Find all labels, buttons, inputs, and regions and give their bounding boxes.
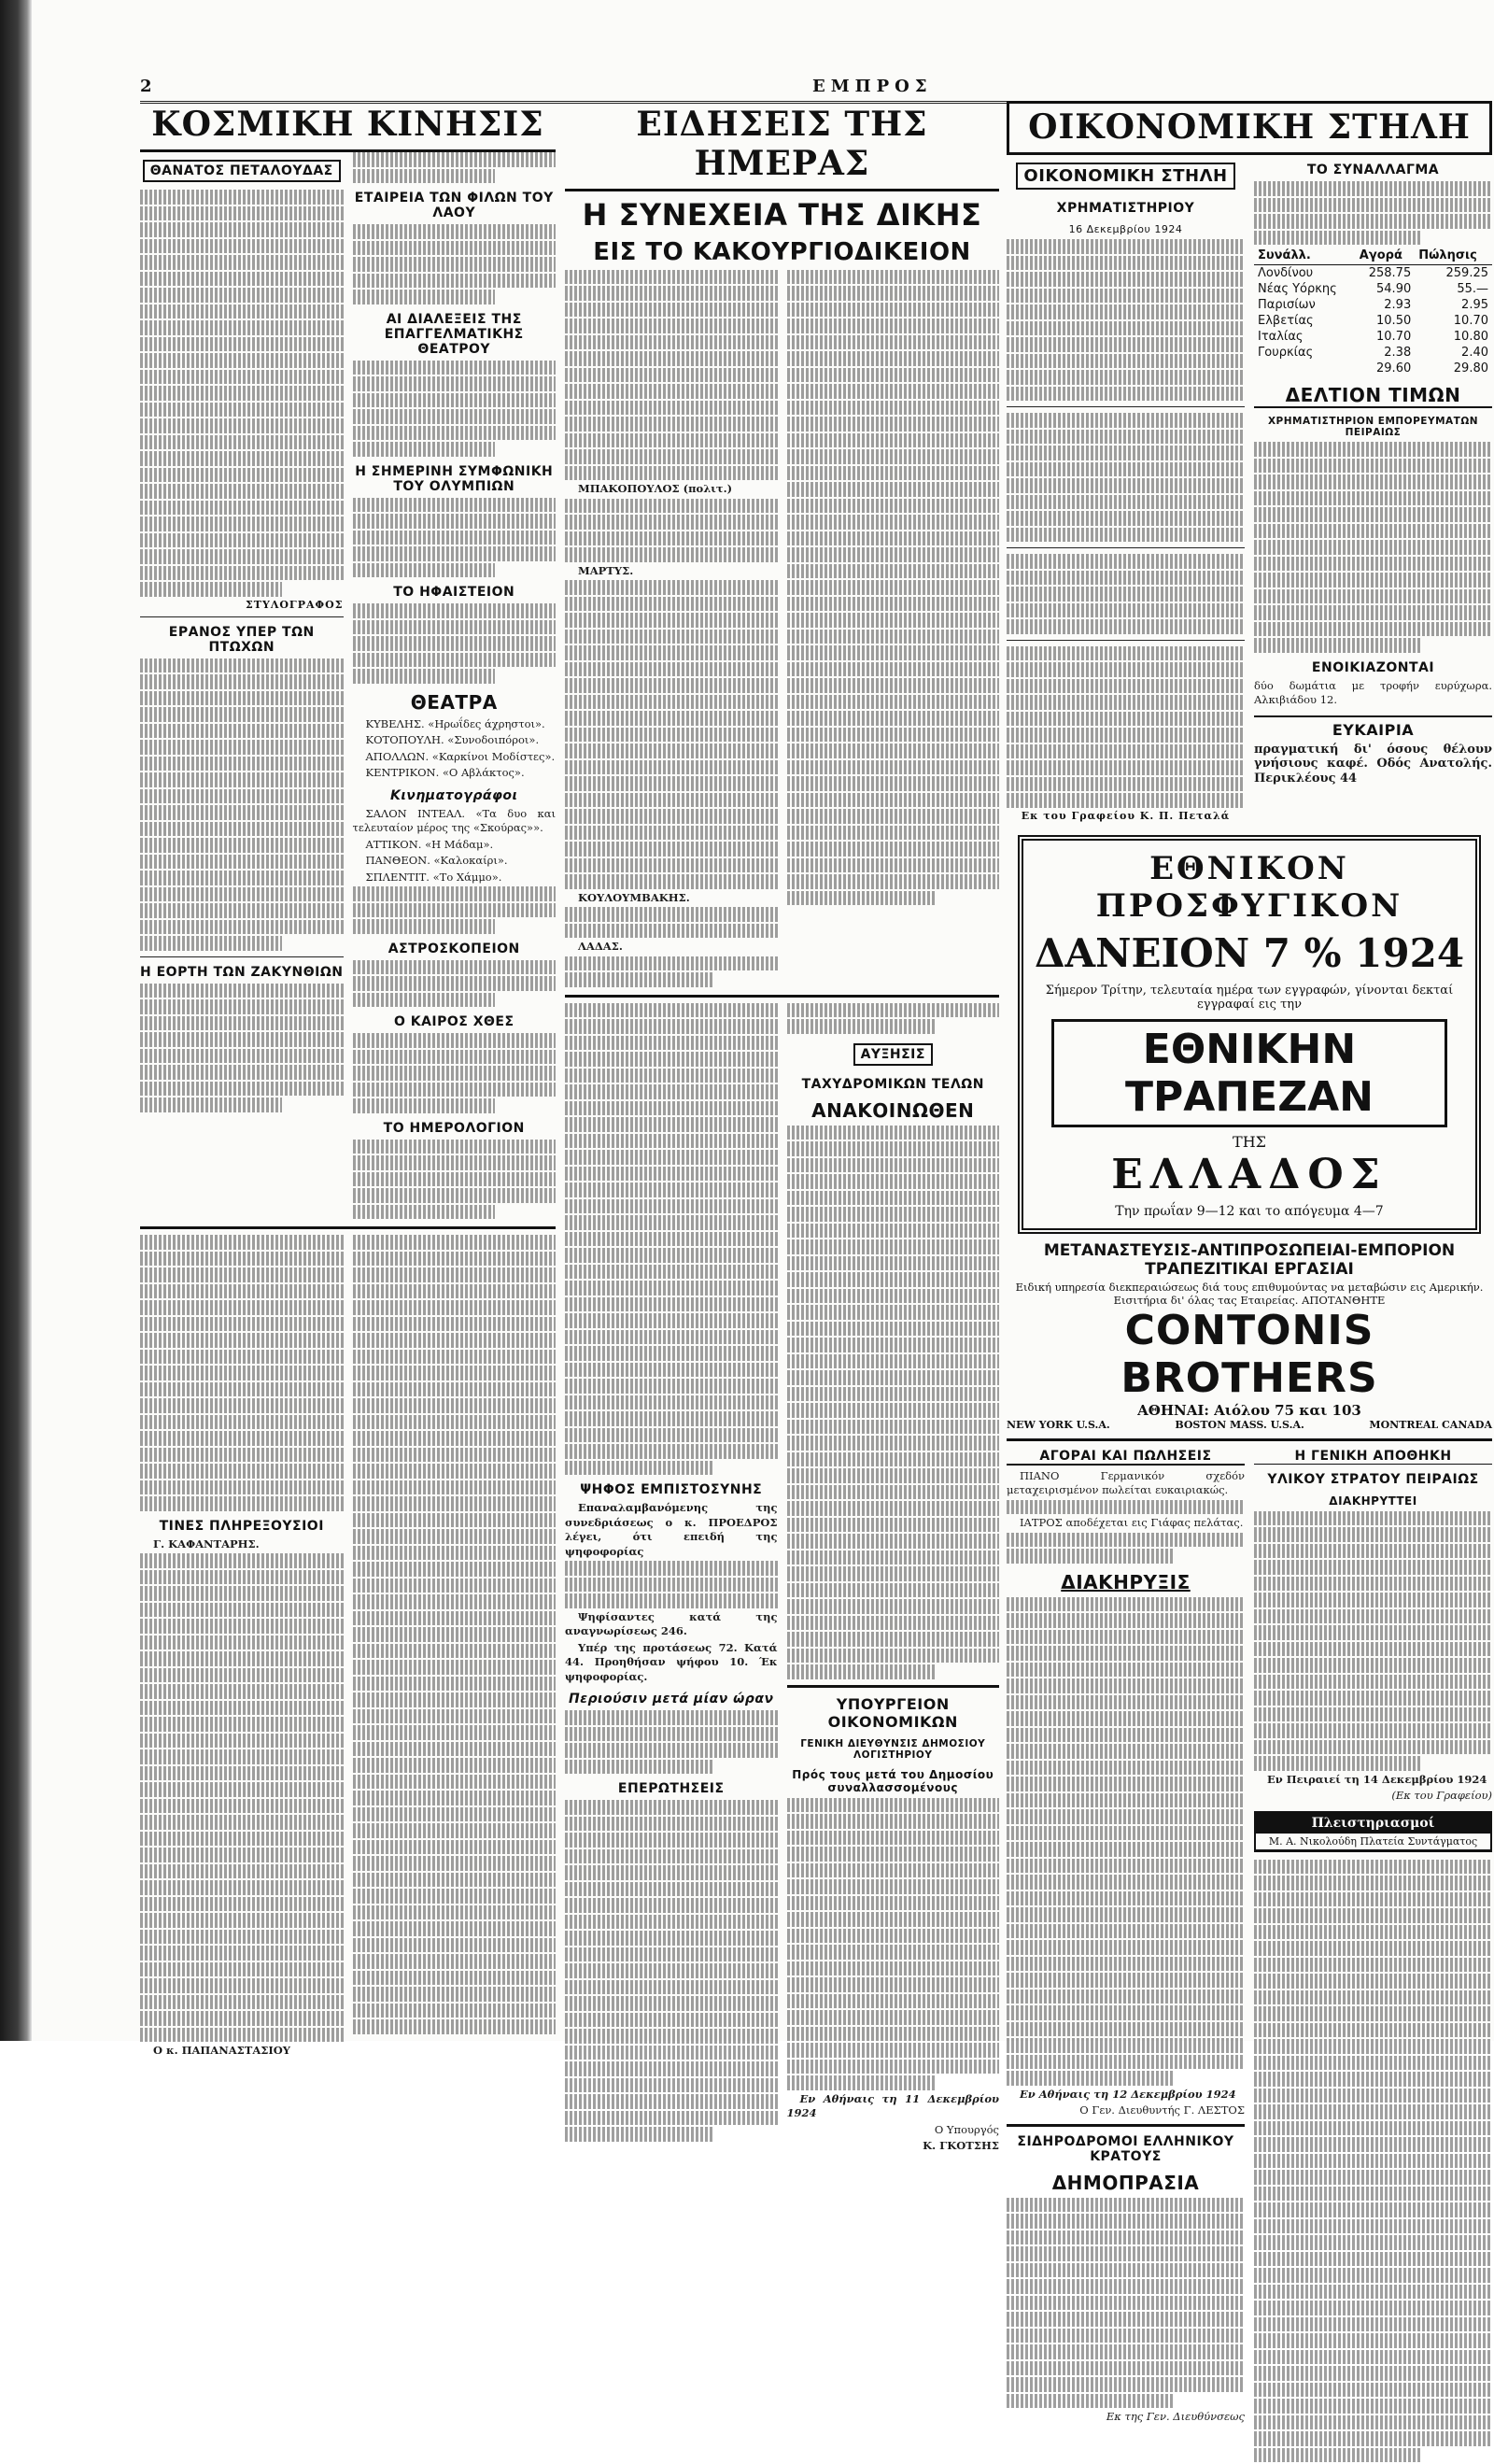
- section-title: ΚΟΣΜΙΚΗ ΚΙΝΗΣΙΣ: [140, 101, 556, 152]
- speaker-name: Ο κ. ΠΑΠΑΝΑΣΤΑΣΙΟΥ: [140, 2044, 344, 2059]
- article-title: ΤΟ ΗΦΑΙΣΤΕΙΟΝ: [353, 585, 557, 600]
- theatre-item: ΚΕΝΤΡΙΚΟΝ. «Ο Αβλάκτος».: [353, 766, 557, 781]
- table-header: Πώλησις: [1415, 247, 1492, 265]
- cinema-item: ΠΑΝΘΕΟΝ. «Καλοκαίρι».: [353, 854, 557, 869]
- rail-footer: Εκ της Γεν. Διευθύνσεως: [1007, 2410, 1245, 2425]
- subcolumn-left: [565, 1003, 778, 2156]
- column-economy: [1007, 101, 1492, 2034]
- stock-tables: [1007, 239, 1245, 808]
- article-body: [353, 960, 557, 1008]
- article-signature: ΣΤΥΛΟΓΡΑΦΟΣ: [140, 599, 344, 611]
- speaker-name: ΛΑΔΑΣ.: [565, 940, 778, 955]
- article-body: [353, 224, 557, 304]
- article-title: ΕΡΑΝΟΣ ΥΠΕΡ ΤΩΝ ΠΤΩΧΩΝ: [140, 625, 344, 655]
- article-title: Η ΣΗΜΕΡΙΝΗ ΣΥΜΦΩΝΙΚΗ ΤΟΥ ΟΛΥΜΠΙΩΝ: [353, 464, 557, 494]
- subcolumn-left: [140, 1235, 344, 2060]
- article-body: [1254, 442, 1492, 653]
- speaker-name: ΚΟΥΛΟΥΜΒΑΚΗΣ.: [565, 891, 778, 906]
- result-title: Περιούσιν μετά μίαν ώραν: [565, 1692, 778, 1706]
- table-row: [1254, 345, 1492, 361]
- cinema-item: ΑΤΤΙΚΟΝ. «Η Μάδαμ».: [353, 838, 557, 853]
- ad-line-6: ΕΛΛΑΔΟΣ: [1033, 1151, 1466, 1198]
- rate-sell: 10.80: [1415, 329, 1492, 345]
- article-body: [140, 1537, 344, 2059]
- subcolumn-right: [1254, 155, 1492, 828]
- table-row: [1254, 297, 1492, 313]
- column-social-news: [140, 101, 556, 2034]
- table-row: [1254, 361, 1492, 376]
- article-body: [353, 361, 557, 457]
- rate-sell: 29.80: [1415, 361, 1492, 376]
- exchange-body: [1254, 181, 1492, 245]
- contonis-brand: CONTONIS BROTHERS: [1007, 1307, 1492, 1402]
- subcolumn-right: [787, 1003, 1000, 2156]
- table-row: [1254, 313, 1492, 329]
- classifieds: [1007, 1469, 1245, 1564]
- declaration-title: ΔΙΑΚΗΡΥΞΙΣ: [1007, 1571, 1245, 1593]
- parliament-subcolumns: [140, 1235, 556, 2060]
- lease-text: δύο δωμάτια με τροφήν ευρύχωρα. Αλκιβιάδου 12.: [1254, 679, 1492, 708]
- contonis-branches: [1007, 1419, 1492, 1431]
- subcolumn-left: [1007, 1441, 1245, 2464]
- subcolumn-right: [787, 270, 1000, 989]
- theatre-item: ΚΟΤΟΠΟΥΛΗ. «Συνοδοιπόροι».: [353, 733, 557, 748]
- depot-title: Η ΓΕΝΙΚΗ ΑΠΟΘΗΚΗ: [1254, 1449, 1492, 1465]
- postal-title-2: ΤΑΧΥΔΡΟΜΙΚΩΝ ΤΕΛΩΝ: [787, 1077, 1000, 1092]
- contonis-line-1: ΜΕΤΑΝΑΣΤΕΥΣΙΣ-ΑΝΤΙΠΡΟΣΩΠΕΙΑΙ-ΕΜΠΟΡΙΟΝ: [1007, 1241, 1492, 1260]
- article-body: [565, 270, 778, 987]
- market-footer: Εκ του Γραφείου Κ. Π. Πεταλά: [1007, 810, 1245, 822]
- contonis-advertisement: [1007, 1241, 1492, 1441]
- office-signature: Κ. ΓΚΟΤΣΗΣ: [787, 2139, 1000, 2154]
- article-body: [787, 1126, 1000, 1679]
- auction-subtitle: Μ. Α. Νικολούδη Πλατεία Συντάγματος: [1256, 1834, 1490, 1850]
- speaker-name: Γ. ΚΑΦΑΝΤΑΡΗΣ.: [140, 1537, 344, 1552]
- stock-date: 16 Δεκεμβρίου 1924: [1007, 223, 1245, 235]
- vote-line: Ψηφίσαντες κατά της αναγνωρίσεως 246.: [565, 1610, 778, 1639]
- main-headline-sub: ΕΙΣ ΤΟ ΚΑΚΟΥΡΓΙΟΔΙΚΕΙΟΝ: [565, 239, 999, 266]
- article-body: [140, 1235, 344, 1511]
- loan-advertisement: [1018, 835, 1481, 1234]
- main-headline: Η ΣΥΝΕΧΕΙΑ ΤΗΣ ΔΙΚΗΣ: [565, 199, 999, 232]
- rate-sell: 259.25: [1415, 265, 1492, 282]
- article-body: [353, 152, 557, 183]
- theatre-item: ΚΥΒΕΛΗΣ. «Ηρωΐδες άχρηστοι».: [353, 717, 557, 732]
- article-body: [565, 1003, 778, 1476]
- rate-sell: 55.—: [1415, 281, 1492, 297]
- article-body: [353, 498, 557, 578]
- trial-subcolumns: [565, 270, 999, 989]
- cinema-item: ΣΠΛΕΝΤΙΤ. «Το Χάμμο».: [353, 871, 557, 885]
- auction-title: Πλειστηριασμοί: [1256, 1813, 1490, 1834]
- subcolumn-left: [1007, 155, 1245, 828]
- calendar-title: ΤΟ ΗΜΕΡΟΛΟΓΙΟΝ: [353, 1121, 557, 1136]
- section-title: ΕΙΔΗΣΕΙΣ ΤΗΣ ΗΜΕΡΑΣ: [565, 101, 999, 191]
- article-body: [353, 603, 557, 684]
- table-header: Αγορά: [1356, 247, 1415, 265]
- page-number: 2: [140, 77, 152, 96]
- table-row: [1254, 265, 1492, 282]
- contonis-address: ΑΘΗΝΑΙ: Αιόλου 75 και 103: [1007, 1402, 1492, 1419]
- rate-buy: 2.38: [1356, 345, 1415, 361]
- exchange-rates-table: [1254, 247, 1492, 376]
- office-date: Εν Αθήναις τη 11 Δεκεμβρίου 1924: [787, 2092, 1000, 2121]
- article-body: [1254, 1511, 1492, 1804]
- cinemas-list: [353, 807, 557, 934]
- lease-title: ΕΝΟΙΚΙΑΖΟΝΤΑΙ: [1254, 660, 1492, 675]
- office-role: Ο Υπουργός: [787, 2123, 1000, 2138]
- masthead: [140, 77, 1485, 97]
- article-body: [140, 984, 344, 1112]
- vote-line: Επαναλαμβανόμενης της συνεδριάσεως ο κ. ΠΡΟΕΔΡΟΣ λέγει, ότι επειδή της ψηφοφορίας: [565, 1501, 778, 1559]
- depot-signature: (Εκ του Γραφείου): [1254, 1789, 1492, 1804]
- newspaper-name: ΕΜΠΡΟΣ: [812, 77, 933, 96]
- article-body: [565, 1710, 778, 1774]
- prices-title: ΔΕΛΤΙΟΝ ΤΙΜΩΝ: [1254, 384, 1492, 408]
- cinema-item: ΣΑΛΟΝ ΙΝΤΕΑΛ. «Τα δυο και τελευταίον μέρος της «Σκούρας»».: [353, 807, 557, 836]
- depot-subtitle-2: ΔΙΑΚΗΡΥΤΤΕΙ: [1254, 1494, 1492, 1508]
- subcolumn-left: [565, 270, 778, 989]
- rate-city: Λονδίνου: [1254, 265, 1356, 282]
- office-subtitle-2: Πρός τους μετά του Δημοσίου συναλλασσομένους: [787, 1768, 1000, 1794]
- table-header: Συνάλλ.: [1254, 247, 1356, 265]
- article-title: ΤΙΝΕΣ ΠΛΗΡΕΞΟΥΣΙΟΙ: [140, 1519, 344, 1534]
- article-body: [140, 190, 344, 597]
- speaker-name: ΜΑΡΤΥΣ.: [565, 564, 778, 579]
- rate-buy: 10.70: [1356, 329, 1415, 345]
- rate-buy: 54.90: [1356, 281, 1415, 297]
- section-title: ΟΙΚΟΝΟΜΙΚΗ ΣΤΗΛΗ: [1007, 101, 1492, 155]
- theatres-list: [353, 717, 557, 781]
- column-day-news: [565, 101, 999, 2034]
- declaration-signature: Ο Γεν. Διευθυντής Γ. ΛΕΣΤΟΣ: [1007, 2103, 1245, 2118]
- article-title: ΑΙ ΔΙΑΛΕΞΕΙΣ ΤΗΣ ΕΠΑΓΓΕΛΜΑΤΙΚΗΣ ΘΕΑΤΡΟΥ: [353, 312, 557, 357]
- article-body: [140, 658, 344, 951]
- vote-body: [565, 1501, 778, 1684]
- classified-item: ΠΙΑΝΟ Γερμανικόν σχεδόν μεταχειρισμένον πωλείται ευκαιριακώς.: [1007, 1469, 1245, 1498]
- subcolumn-right: [353, 1235, 557, 2060]
- postal-title-3: ΑΝΑΚΟΙΝΩΘΕΝ: [787, 1099, 1000, 1122]
- subcolumn-right: [1254, 1441, 1492, 2464]
- rate-buy: 10.50: [1356, 313, 1415, 329]
- article-body: [1254, 1860, 1492, 2463]
- economy-subcolumns: [1007, 155, 1492, 828]
- article-body: [353, 1235, 557, 2034]
- rate-city: Γουρκίας: [1254, 345, 1356, 361]
- rate-city: Ελβετίας: [1254, 313, 1356, 329]
- rate-sell: 2.40: [1415, 345, 1492, 361]
- contonis-line-2: ΤΡΑΠΕΖΙΤΙΚΑΙ ΕΡΓΑΣΙΑΙ: [1007, 1260, 1492, 1279]
- branch: NEW YORK U.S.A.: [1007, 1419, 1110, 1431]
- rate-city: Ιταλίας: [1254, 329, 1356, 345]
- article-body: [1007, 1597, 1245, 2118]
- article-body: [787, 1798, 1000, 2154]
- office-subtitle: ΓΕΝΙΚΗ ΔΙΕΥΘΥΝΣΙΣ ΔΗΜΟΣΙΟΥ ΛΟΓΙΣΤΗΡΙΟΥ: [787, 1738, 1000, 1761]
- rate-city: Παρισίων: [1254, 297, 1356, 313]
- economy-subtitle: ΟΙΚΟΝΟΜΙΚΗ ΣΤΗΛΗ: [1016, 163, 1234, 190]
- prices-subtitle: ΧΡΗΜΑΤΙΣΤΗΡΙΟΝ ΕΜΠΟΡΕΥΜΑΤΩΝ ΠΕΙΡΑΙΩΣ: [1254, 416, 1492, 438]
- office-title: ΥΠΟΥΡΓΕΙΟΝ ΟΙΚΟΝΟΜΙΚΩΝ: [787, 1695, 1000, 1731]
- observatory-title: ΑΣΤΡΟΣΚΟΠΕΙΟΝ: [353, 942, 557, 956]
- scan-shadow-edge: [0, 0, 32, 2041]
- opportunity-text: πραγματική δι' όσους θέλουν γνήσιους καφέ. Οδός Ανατολής. Περικλέους 44: [1254, 743, 1492, 786]
- article-title: Η ΕΟΡΤΗ ΤΩΝ ΖΑΚΥΝΘΙΩΝ: [140, 965, 344, 980]
- opportunity-title: ΕΥΚΑΙΡΙΑ: [1254, 715, 1492, 739]
- postal-title-1: ΑΥΞΗΣΙΣ: [853, 1043, 933, 1066]
- ad-line-7: Την πρωΐαν 9—12 και το απόγευμα 4—7: [1033, 1204, 1466, 1219]
- table-row: [1254, 329, 1492, 345]
- theatres-title: ΘΕΑΤΡΑ: [353, 691, 557, 714]
- article-body: [787, 270, 1000, 906]
- article-body: [353, 1140, 557, 1220]
- rate-sell: 2.95: [1415, 297, 1492, 313]
- contonis-line-3: Ειδική υπηρεσία διεκπεραιώσεως διά τους επιθυμούντας να μεταβώσιν εις Αμερικήν. Εισιτήρια δι' όλας τας Εταιρείας. ΑΠΟΤΑΝΘΗΤΕ: [1007, 1281, 1492, 1307]
- ad-line-4: ΕΘΝΙΚΗΝ ΤΡΑΠΕΖΑΝ: [1051, 1019, 1447, 1127]
- social-subcolumns: [140, 152, 556, 1221]
- rate-buy: 29.60: [1356, 361, 1415, 376]
- article-body: [1007, 2198, 1245, 2425]
- branch: MONTREAL CANADA: [1369, 1419, 1492, 1431]
- ad-line-2: ΔΑΝΕΙΟΝ 7 % 1924: [1033, 930, 1466, 976]
- article-title: ΕΤΑΙΡΕΙΑ ΤΩΝ ΦΙΛΩΝ ΤΟΥ ΛΑΟΥ: [353, 191, 557, 220]
- rate-sell: 10.70: [1415, 313, 1492, 329]
- ad-line-5: ΤΗΣ: [1033, 1133, 1466, 1151]
- rate-city: [1254, 361, 1356, 376]
- table-row: [1254, 281, 1492, 297]
- rate-city: Νέας Υόρκης: [1254, 281, 1356, 297]
- weather-title: Ο ΚΑΙΡΟΣ ΧΘΕΣ: [353, 1014, 557, 1029]
- subcolumn-right: [353, 152, 557, 1221]
- stock-title: ΧΡΗΜΑΤΙΣΤΗΡΙΟΥ: [1007, 201, 1245, 216]
- article-body: [565, 1800, 778, 2142]
- speaker-name: ΜΠΑΚΟΠΟΥΛΟΣ (πολιτ.): [565, 482, 778, 497]
- article-body: [787, 1003, 1000, 1034]
- ministry-title: ΕΠΕΡΩΤΗΣΕΙΣ: [565, 1781, 778, 1796]
- rail-title: ΣΙΔΗΡΟΔΡΟΜΟΙ ΕΛΛΗΝΙΚΟΥ ΚΡΑΤΟΥΣ: [1007, 2134, 1245, 2164]
- rate-buy: 258.75: [1356, 265, 1415, 282]
- vote-title: ΨΗΦΟΣ ΕΜΠΙΣΤΟΣΥΝΗΣ: [565, 1482, 778, 1497]
- classified-item: ΙΑΤΡΟΣ αποδέχεται εις Γιάφας πελάτας.: [1007, 1516, 1245, 1531]
- article-body: [353, 1033, 557, 1113]
- classified-subcolumns: [1007, 1441, 1492, 2464]
- branch: BOSTON MASS. U.S.A.: [1175, 1419, 1304, 1431]
- depot-subtitle: ΥΛΙΚΟΥ ΣΤΡΑΤΟΥ ΠΕΙΡΑΙΩΣ: [1254, 1472, 1492, 1487]
- exchange-title: ΤΟ ΣΥΝΑΛΛΑΓΜΑ: [1254, 163, 1492, 177]
- cinemas-title: Κινηματογράφοι: [353, 788, 557, 803]
- article-title: ΘΑΝΑΤΟΣ ΠΕΤΑΛΟΥΔΑΣ: [143, 160, 341, 182]
- rail-subtitle: ΔΗΜΟΠΡΑΣΙΑ: [1007, 2172, 1245, 2194]
- buy-sell-title: ΑΓΟΡΑΙ ΚΑΙ ΠΩΛΗΣΕΙΣ: [1007, 1449, 1245, 1466]
- ad-line-3: Σήμερον Τρίτην, τελευταία ημέρα των εγγραφών, γίνονται δεκταί εγγραφαί εις την: [1033, 984, 1466, 1012]
- vote-line: Υπέρ της προτάσεως 72. Κατά 44. Προηθήσαν ψήφου 10. Έκ ψηφοφορίας.: [565, 1641, 778, 1685]
- auction-notice: [1254, 1811, 1492, 1852]
- theatre-item: ΑΠΟΛΛΩΝ. «Καρκίνοι Μοδίστες».: [353, 750, 557, 765]
- subcolumn-left: [140, 152, 344, 1221]
- depot-date: Εν Πειραιεί τη 14 Δεκεμβρίου 1924: [1254, 1773, 1492, 1788]
- lower-subcolumns: [565, 1003, 999, 2156]
- rate-buy: 2.93: [1356, 297, 1415, 313]
- ad-line-1: ΕΘΝΙΚΟΝ ΠΡΟΣΦΥΓΙΚΟΝ: [1033, 850, 1466, 925]
- declaration-date: Εν Αθήναις τη 12 Δεκεμβρίου 1924: [1007, 2088, 1245, 2103]
